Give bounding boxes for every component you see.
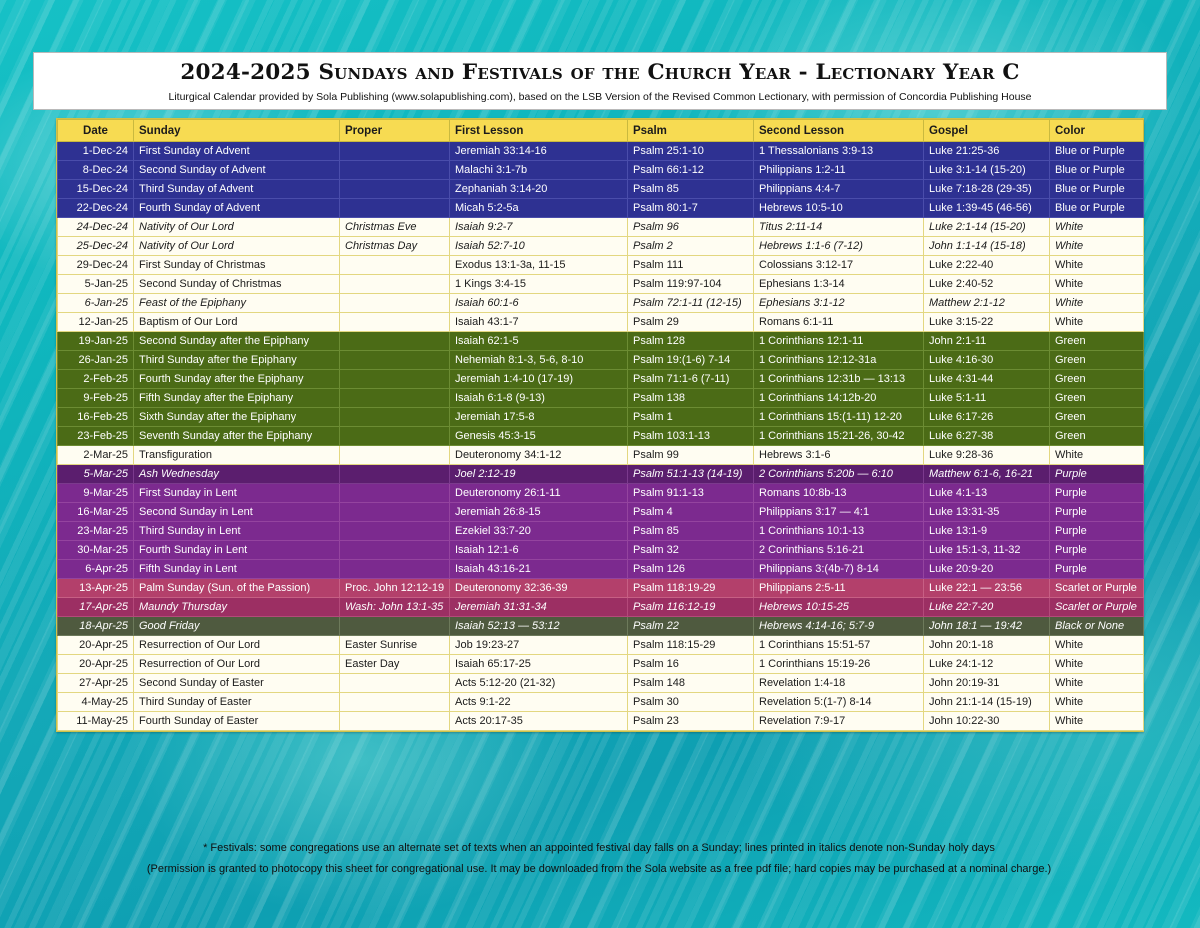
cell-first-lesson: Isaiah 52:13 — 53:12 (450, 617, 628, 636)
cell-psalm: Psalm 91:1-13 (628, 484, 754, 503)
cell-date: 6-Apr-25 (58, 560, 134, 579)
cell-gospel: John 18:1 — 19:42 (924, 617, 1050, 636)
table-row (58, 370, 1144, 389)
cell-gospel: John 10:22-30 (924, 712, 1050, 731)
cell-date: 15-Dec-24 (58, 180, 134, 199)
cell-second-lesson: Revelation 7:9-17 (754, 712, 924, 731)
cell-sunday: Resurrection of Our Lord (134, 655, 340, 674)
table-header (58, 120, 1144, 142)
cell-gospel: Luke 20:9-20 (924, 560, 1050, 579)
cell-gospel: Luke 2:1-14 (15-20) (924, 218, 1050, 237)
cell-date: 26-Jan-25 (58, 351, 134, 370)
cell-date: 16-Feb-25 (58, 408, 134, 427)
column-header-second-lesson: Second Lesson (754, 120, 924, 142)
cell-first-lesson: Isaiah 52:7-10 (450, 237, 628, 256)
cell-psalm: Psalm 103:1-13 (628, 427, 754, 446)
cell-color: Scarlet or Purple (1050, 598, 1144, 617)
cell-color: White (1050, 256, 1144, 275)
cell-date: 17-Apr-25 (58, 598, 134, 617)
table-row (58, 655, 1144, 674)
cell-color: Green (1050, 427, 1144, 446)
table-row (58, 446, 1144, 465)
table-row (58, 313, 1144, 332)
cell-first-lesson: Isaiah 43:1-7 (450, 313, 628, 332)
cell-second-lesson: Hebrews 1:1-6 (7-12) (754, 237, 924, 256)
cell-gospel: Luke 4:1-13 (924, 484, 1050, 503)
cell-proper (340, 389, 450, 408)
cell-sunday: Fifth Sunday after the Epiphany (134, 389, 340, 408)
cell-sunday: Resurrection of Our Lord (134, 636, 340, 655)
cell-first-lesson: Malachi 3:1-7b (450, 161, 628, 180)
cell-proper (340, 484, 450, 503)
table-header-row (58, 120, 1144, 142)
cell-sunday: First Sunday of Advent (134, 142, 340, 161)
cell-second-lesson: Hebrews 4:14-16; 5:7-9 (754, 617, 924, 636)
cell-psalm: Psalm 99 (628, 446, 754, 465)
cell-psalm: Psalm 32 (628, 541, 754, 560)
table-row (58, 560, 1144, 579)
cell-color: Green (1050, 351, 1144, 370)
cell-color: Purple (1050, 541, 1144, 560)
cell-date: 16-Mar-25 (58, 503, 134, 522)
cell-date: 29-Dec-24 (58, 256, 134, 275)
cell-first-lesson: Isaiah 6:1-8 (9-13) (450, 389, 628, 408)
cell-second-lesson: 1 Corinthians 15:(1-11) 12-20 (754, 408, 924, 427)
cell-psalm: Psalm 30 (628, 693, 754, 712)
cell-psalm: Psalm 80:1-7 (628, 199, 754, 218)
cell-color: Blue or Purple (1050, 180, 1144, 199)
cell-second-lesson: Revelation 1:4-18 (754, 674, 924, 693)
cell-date: 25-Dec-24 (58, 237, 134, 256)
cell-psalm: Psalm 29 (628, 313, 754, 332)
cell-first-lesson: Jeremiah 17:5-8 (450, 408, 628, 427)
cell-psalm: Psalm 4 (628, 503, 754, 522)
cell-gospel: Luke 13:31-35 (924, 503, 1050, 522)
cell-gospel: John 21:1-14 (15-19) (924, 693, 1050, 712)
cell-gospel: Luke 24:1-12 (924, 655, 1050, 674)
cell-psalm: Psalm 138 (628, 389, 754, 408)
cell-second-lesson: Romans 6:1-11 (754, 313, 924, 332)
cell-sunday: Transfiguration (134, 446, 340, 465)
cell-second-lesson: 1 Corinthians 12:12-31a (754, 351, 924, 370)
cell-sunday: Third Sunday in Lent (134, 522, 340, 541)
cell-gospel: Luke 2:22-40 (924, 256, 1050, 275)
cell-proper (340, 275, 450, 294)
column-header-gospel: Gospel (924, 120, 1050, 142)
cell-proper: Easter Sunrise (340, 636, 450, 655)
cell-color: White (1050, 294, 1144, 313)
cell-color: White (1050, 655, 1144, 674)
cell-sunday: First Sunday of Christmas (134, 256, 340, 275)
cell-first-lesson: Deuteronomy 34:1-12 (450, 446, 628, 465)
cell-gospel: Luke 21:25-36 (924, 142, 1050, 161)
table-row (58, 199, 1144, 218)
table-row (58, 712, 1144, 731)
cell-sunday: Palm Sunday (Sun. of the Passion) (134, 579, 340, 598)
cell-psalm: Psalm 96 (628, 218, 754, 237)
cell-psalm: Psalm 2 (628, 237, 754, 256)
cell-proper: Wash: John 13:1-35 (340, 598, 450, 617)
cell-second-lesson: Philippians 4:4-7 (754, 180, 924, 199)
cell-color: Blue or Purple (1050, 199, 1144, 218)
cell-first-lesson: Isaiah 62:1-5 (450, 332, 628, 351)
table-row (58, 332, 1144, 351)
column-header-first-lesson: First Lesson (450, 120, 628, 142)
cell-second-lesson: Philippians 2:5-11 (754, 579, 924, 598)
cell-date: 22-Dec-24 (58, 199, 134, 218)
cell-psalm: Psalm 148 (628, 674, 754, 693)
cell-date: 9-Mar-25 (58, 484, 134, 503)
cell-sunday: Second Sunday after the Epiphany (134, 332, 340, 351)
cell-sunday: Second Sunday of Christmas (134, 275, 340, 294)
cell-color: Purple (1050, 522, 1144, 541)
cell-psalm: Psalm 1 (628, 408, 754, 427)
table-row (58, 218, 1144, 237)
cell-gospel: Luke 1:39-45 (46-56) (924, 199, 1050, 218)
cell-second-lesson: Colossians 3:12-17 (754, 256, 924, 275)
table-row (58, 237, 1144, 256)
cell-psalm: Psalm 116:12-19 (628, 598, 754, 617)
cell-first-lesson: Isaiah 43:16-21 (450, 560, 628, 579)
cell-sunday: Baptism of Our Lord (134, 313, 340, 332)
cell-psalm: Psalm 66:1-12 (628, 161, 754, 180)
cell-gospel: Matthew 6:1-6, 16-21 (924, 465, 1050, 484)
cell-gospel: Luke 3:15-22 (924, 313, 1050, 332)
cell-gospel: Luke 9:28-36 (924, 446, 1050, 465)
cell-sunday: Sixth Sunday after the Epiphany (134, 408, 340, 427)
cell-second-lesson: Hebrews 10:5-10 (754, 199, 924, 218)
table-row (58, 579, 1144, 598)
cell-second-lesson: Philippians 3:17 — 4:1 (754, 503, 924, 522)
column-header-color: Color (1050, 120, 1144, 142)
cell-proper (340, 503, 450, 522)
cell-psalm: Psalm 119:97-104 (628, 275, 754, 294)
cell-first-lesson: Job 19:23-27 (450, 636, 628, 655)
cell-sunday: Fifth Sunday in Lent (134, 560, 340, 579)
table-row (58, 351, 1144, 370)
cell-date: 30-Mar-25 (58, 541, 134, 560)
cell-psalm: Psalm 23 (628, 712, 754, 731)
cell-first-lesson: Jeremiah 31:31-34 (450, 598, 628, 617)
table-row (58, 522, 1144, 541)
lectionary-table (57, 119, 1144, 731)
cell-first-lesson: Acts 5:12-20 (21-32) (450, 674, 628, 693)
column-header-sunday: Sunday (134, 120, 340, 142)
cell-second-lesson: 2 Corinthians 5:16-21 (754, 541, 924, 560)
cell-psalm: Psalm 19:(1-6) 7-14 (628, 351, 754, 370)
cell-proper (340, 313, 450, 332)
cell-psalm: Psalm 22 (628, 617, 754, 636)
cell-color: White (1050, 218, 1144, 237)
table-row (58, 180, 1144, 199)
cell-sunday: Good Friday (134, 617, 340, 636)
cell-psalm: Psalm 25:1-10 (628, 142, 754, 161)
table-row (58, 617, 1144, 636)
cell-proper: Proc. John 12:12-19 (340, 579, 450, 598)
cell-color: Green (1050, 370, 1144, 389)
column-header-proper: Proper (340, 120, 450, 142)
cell-date: 23-Feb-25 (58, 427, 134, 446)
table-row (58, 636, 1144, 655)
cell-color: Blue or Purple (1050, 142, 1144, 161)
cell-proper: Christmas Eve (340, 218, 450, 237)
page-title: 2024-2025 Sundays and Festivals of the Church Year - Lectionary Year C (180, 60, 1020, 85)
cell-sunday: Ash Wednesday (134, 465, 340, 484)
cell-gospel: Luke 15:1-3, 11-32 (924, 541, 1050, 560)
cell-sunday: Nativity of Our Lord (134, 237, 340, 256)
cell-second-lesson: Philippians 3:(4b-7) 8-14 (754, 560, 924, 579)
cell-proper: Easter Day (340, 655, 450, 674)
cell-first-lesson: Joel 2:12-19 (450, 465, 628, 484)
cell-proper (340, 256, 450, 275)
cell-first-lesson: Jeremiah 26:8-15 (450, 503, 628, 522)
cell-psalm: Psalm 51:1-13 (14-19) (628, 465, 754, 484)
cell-gospel: John 2:1-11 (924, 332, 1050, 351)
cell-second-lesson: 1 Corinthians 14:12b-20 (754, 389, 924, 408)
table-row (58, 503, 1144, 522)
cell-date: 9-Feb-25 (58, 389, 134, 408)
table-row (58, 408, 1144, 427)
cell-first-lesson: Nehemiah 8:1-3, 5-6, 8-10 (450, 351, 628, 370)
cell-gospel: Luke 22:7-20 (924, 598, 1050, 617)
table-row (58, 598, 1144, 617)
cell-gospel: John 20:1-18 (924, 636, 1050, 655)
cell-date: 23-Mar-25 (58, 522, 134, 541)
cell-first-lesson: Jeremiah 1:4-10 (17-19) (450, 370, 628, 389)
cell-date: 2-Feb-25 (58, 370, 134, 389)
cell-gospel: John 1:1-14 (15-18) (924, 237, 1050, 256)
cell-proper (340, 351, 450, 370)
cell-color: Green (1050, 332, 1144, 351)
cell-second-lesson: 1 Corinthians 15:21-26, 30-42 (754, 427, 924, 446)
cell-proper (340, 674, 450, 693)
cell-gospel: Luke 6:27-38 (924, 427, 1050, 446)
cell-proper (340, 617, 450, 636)
cell-second-lesson: Ephesians 3:1-12 (754, 294, 924, 313)
cell-color: Purple (1050, 560, 1144, 579)
cell-gospel: Luke 4:31-44 (924, 370, 1050, 389)
cell-date: 20-Apr-25 (58, 655, 134, 674)
cell-second-lesson: Ephesians 1:3-14 (754, 275, 924, 294)
cell-second-lesson: Revelation 5:(1-7) 8-14 (754, 693, 924, 712)
cell-proper (340, 294, 450, 313)
cell-date: 19-Jan-25 (58, 332, 134, 351)
cell-date: 5-Mar-25 (58, 465, 134, 484)
cell-second-lesson: 1 Corinthians 12:31b — 13:13 (754, 370, 924, 389)
cell-sunday: Second Sunday of Easter (134, 674, 340, 693)
cell-color: White (1050, 636, 1144, 655)
cell-date: 2-Mar-25 (58, 446, 134, 465)
cell-sunday: Nativity of Our Lord (134, 218, 340, 237)
cell-color: Black or None (1050, 617, 1144, 636)
cell-second-lesson: Titus 2:11-14 (754, 218, 924, 237)
cell-proper (340, 370, 450, 389)
cell-psalm: Psalm 71:1-6 (7-11) (628, 370, 754, 389)
cell-proper (340, 142, 450, 161)
page-subtitle: Liturgical Calendar provided by Sola Publishing (www.solapublishing.com), based on the LSB Version of the Revised Common Lectionary, with permission of Concordia Publishing House (168, 91, 1032, 103)
cell-gospel: Matthew 2:1-12 (924, 294, 1050, 313)
cell-gospel: Luke 5:1-11 (924, 389, 1050, 408)
cell-psalm: Psalm 111 (628, 256, 754, 275)
cell-first-lesson: Jeremiah 33:14-16 (450, 142, 628, 161)
cell-color: White (1050, 674, 1144, 693)
cell-sunday: Fourth Sunday of Advent (134, 199, 340, 218)
cell-sunday: Fourth Sunday of Easter (134, 712, 340, 731)
cell-second-lesson: Philippians 1:2-11 (754, 161, 924, 180)
cell-proper (340, 161, 450, 180)
cell-first-lesson: Isaiah 60:1-6 (450, 294, 628, 313)
cell-first-lesson: Genesis 45:3-15 (450, 427, 628, 446)
cell-first-lesson: Zephaniah 3:14-20 (450, 180, 628, 199)
cell-sunday: Third Sunday after the Epiphany (134, 351, 340, 370)
footnote-festivals: * Festivals: some congregations use an alternate set of texts when an appointed festival day falls on a Sunday; lines printed in italics denote non-Sunday holy days (203, 842, 995, 854)
cell-second-lesson: 1 Corinthians 10:1-13 (754, 522, 924, 541)
cell-gospel: Luke 7:18-28 (29-35) (924, 180, 1050, 199)
cell-sunday: Second Sunday in Lent (134, 503, 340, 522)
cell-color: White (1050, 313, 1144, 332)
cell-psalm: Psalm 126 (628, 560, 754, 579)
cell-second-lesson: Hebrews 10:15-25 (754, 598, 924, 617)
cell-first-lesson: Acts 20:17-35 (450, 712, 628, 731)
lectionary-table-wrap (56, 118, 1144, 732)
cell-proper (340, 180, 450, 199)
cell-color: Green (1050, 408, 1144, 427)
cell-gospel: Luke 3:1-14 (15-20) (924, 161, 1050, 180)
cell-first-lesson: Deuteronomy 32:36-39 (450, 579, 628, 598)
cell-proper (340, 408, 450, 427)
cell-first-lesson: Deuteronomy 26:1-11 (450, 484, 628, 503)
table-row (58, 294, 1144, 313)
footnote-permission: (Permission is granted to photocopy this sheet for congregational use. It may be downloaded from the Sola website as a free pdf file; hard copies may be purchased at a nominal charge.) (146, 863, 1052, 875)
column-header-date: Date (58, 120, 134, 142)
cell-second-lesson: 2 Corinthians 5:20b — 6:10 (754, 465, 924, 484)
cell-psalm: Psalm 128 (628, 332, 754, 351)
cell-first-lesson: Isaiah 12:1-6 (450, 541, 628, 560)
cell-second-lesson: Hebrews 3:1-6 (754, 446, 924, 465)
cell-color: White (1050, 446, 1144, 465)
cell-first-lesson: Micah 5:2-5a (450, 199, 628, 218)
cell-sunday: Feast of the Epiphany (134, 294, 340, 313)
column-header-psalm: Psalm (628, 120, 754, 142)
table-row (58, 389, 1144, 408)
cell-proper (340, 199, 450, 218)
cell-first-lesson: Ezekiel 33:7-20 (450, 522, 628, 541)
cell-proper (340, 541, 450, 560)
cell-gospel: John 20:19-31 (924, 674, 1050, 693)
cell-color: Purple (1050, 465, 1144, 484)
cell-date: 1-Dec-24 (58, 142, 134, 161)
cell-sunday: Maundy Thursday (134, 598, 340, 617)
cell-color: White (1050, 275, 1144, 294)
cell-sunday: First Sunday in Lent (134, 484, 340, 503)
cell-psalm: Psalm 72:1-11 (12-15) (628, 294, 754, 313)
cell-sunday: Second Sunday of Advent (134, 161, 340, 180)
cell-first-lesson: Acts 9:1-22 (450, 693, 628, 712)
table-row (58, 427, 1144, 446)
cell-psalm: Psalm 16 (628, 655, 754, 674)
cell-date: 11-May-25 (58, 712, 134, 731)
table-row (58, 256, 1144, 275)
cell-proper (340, 560, 450, 579)
title-banner (33, 52, 1167, 110)
table-row (58, 142, 1144, 161)
cell-proper (340, 465, 450, 484)
cell-gospel: Luke 4:16-30 (924, 351, 1050, 370)
cell-sunday: Fourth Sunday in Lent (134, 541, 340, 560)
cell-date: 18-Apr-25 (58, 617, 134, 636)
cell-date: 27-Apr-25 (58, 674, 134, 693)
cell-color: White (1050, 712, 1144, 731)
cell-color: Green (1050, 389, 1144, 408)
cell-psalm: Psalm 118:19-29 (628, 579, 754, 598)
cell-first-lesson: Isaiah 9:2-7 (450, 218, 628, 237)
cell-color: Purple (1050, 503, 1144, 522)
cell-psalm: Psalm 85 (628, 522, 754, 541)
cell-psalm: Psalm 118:15-29 (628, 636, 754, 655)
table-row (58, 674, 1144, 693)
cell-second-lesson: Romans 10:8b-13 (754, 484, 924, 503)
table-row (58, 541, 1144, 560)
cell-second-lesson: 1 Thessalonians 3:9-13 (754, 142, 924, 161)
cell-color: White (1050, 237, 1144, 256)
cell-color: Purple (1050, 484, 1144, 503)
cell-gospel: Luke 2:40-52 (924, 275, 1050, 294)
cell-first-lesson: Exodus 13:1-3a, 11-15 (450, 256, 628, 275)
cell-gospel: Luke 6:17-26 (924, 408, 1050, 427)
cell-proper (340, 427, 450, 446)
table-row (58, 161, 1144, 180)
cell-date: 12-Jan-25 (58, 313, 134, 332)
footnotes (56, 842, 1142, 884)
cell-date: 24-Dec-24 (58, 218, 134, 237)
cell-date: 13-Apr-25 (58, 579, 134, 598)
cell-gospel: Luke 22:1 — 23:56 (924, 579, 1050, 598)
cell-second-lesson: 1 Corinthians 12:1-11 (754, 332, 924, 351)
cell-psalm: Psalm 85 (628, 180, 754, 199)
cell-color: Blue or Purple (1050, 161, 1144, 180)
cell-date: 8-Dec-24 (58, 161, 134, 180)
cell-proper (340, 332, 450, 351)
table-row (58, 484, 1144, 503)
table-row (58, 693, 1144, 712)
cell-proper (340, 712, 450, 731)
cell-proper: Christmas Day (340, 237, 450, 256)
table-body (58, 142, 1144, 731)
cell-sunday: Third Sunday of Advent (134, 180, 340, 199)
cell-proper (340, 693, 450, 712)
cell-date: 6-Jan-25 (58, 294, 134, 313)
cell-second-lesson: 1 Corinthians 15:51-57 (754, 636, 924, 655)
cell-sunday: Seventh Sunday after the Epiphany (134, 427, 340, 446)
cell-proper (340, 522, 450, 541)
table-row (58, 275, 1144, 294)
cell-first-lesson: Isaiah 65:17-25 (450, 655, 628, 674)
cell-proper (340, 446, 450, 465)
cell-color: White (1050, 693, 1144, 712)
cell-date: 20-Apr-25 (58, 636, 134, 655)
cell-first-lesson: 1 Kings 3:4-15 (450, 275, 628, 294)
cell-date: 5-Jan-25 (58, 275, 134, 294)
table-row (58, 465, 1144, 484)
cell-second-lesson: 1 Corinthians 15:19-26 (754, 655, 924, 674)
cell-color: Scarlet or Purple (1050, 579, 1144, 598)
cell-sunday: Fourth Sunday after the Epiphany (134, 370, 340, 389)
cell-sunday: Third Sunday of Easter (134, 693, 340, 712)
cell-date: 4-May-25 (58, 693, 134, 712)
cell-gospel: Luke 13:1-9 (924, 522, 1050, 541)
